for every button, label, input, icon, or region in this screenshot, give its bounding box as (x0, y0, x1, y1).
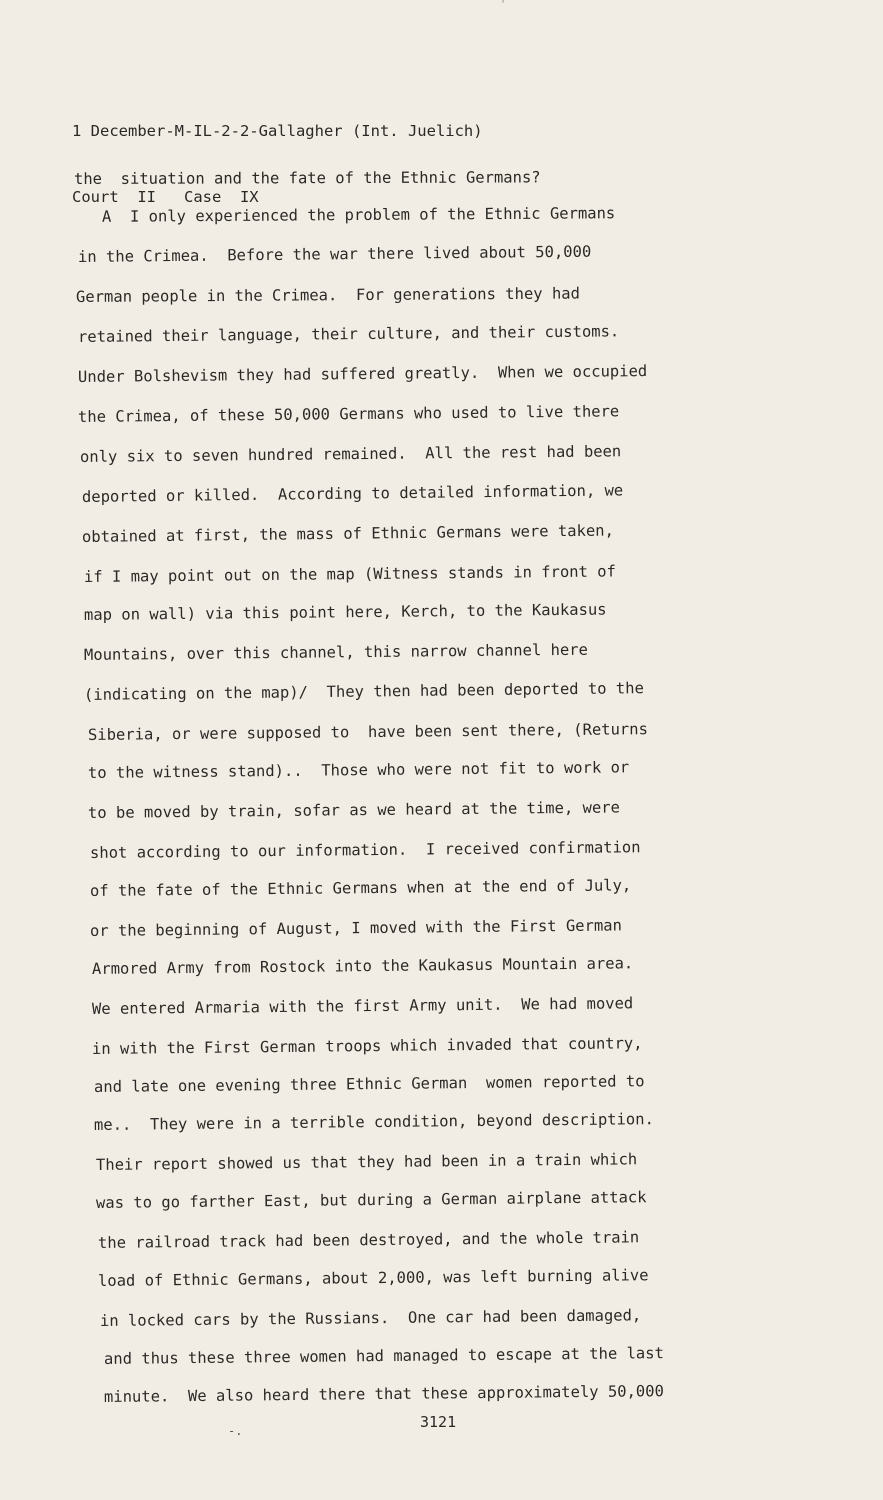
text-line: only six to seven hundred remained. All the rest had been (79, 442, 622, 466)
text-line: of the fate of the Ethnic Germans when at the end of July, (89, 876, 632, 900)
text-line: (indicating on the map)/ They then had been deported to the (83, 679, 644, 704)
text-line: Armored Army from Rostock into the Kaukasus Mountain area. (91, 954, 634, 978)
header-line-1: 1 December-M-IL-2-2-Gallagher (Int. Juelich) (72, 122, 483, 140)
text-line: A I only experienced the problem of the Ethnic Germans (73, 204, 616, 226)
text-line: the railroad track had been destroyed, and the whole train (97, 1228, 640, 1252)
text-line: shot according to our information. I received confirmation (89, 838, 641, 862)
text-line: if I may point out on the map (Witness stands in front of (83, 562, 616, 586)
text-line: retained their language, their culture, and their customs. (77, 322, 620, 346)
text-line: Mountains, over this channel, this narrow channel here (83, 640, 588, 664)
text-line: the situation and the fate of the Ethnic Germans? (73, 168, 541, 188)
text-line: obtained at first, the mass of Ethnic Germans were taken, (81, 521, 614, 546)
text-line: and late one evening three Ethnic German women reported to (93, 1072, 645, 1096)
stray-ink-mark: -. (228, 1424, 243, 1438)
text-line: was to go farther East, but during a German airplane attack (95, 1188, 647, 1212)
paper-edge-mark: ' (500, 0, 507, 10)
text-line: in the Crimea. Before the war there lived about 50,000 (77, 242, 592, 266)
text-line: Their report showed us that they had been in a train which (95, 1150, 638, 1174)
text-line: in locked cars by the Russians. One car had been damaged, (99, 1306, 642, 1330)
page-number: 3121 (420, 1413, 457, 1431)
header-line-2: Court II Case IX (72, 188, 259, 206)
text-line: minute. We also heard there that these approximately 50,000 (103, 1382, 664, 1406)
text-line: Under Bolshevism they had suffered greatly. When we occupied (77, 362, 648, 386)
text-line: to be moved by train, sofar as we heard at the time, were (87, 798, 620, 822)
text-line: the Crimea, of these 50,000 Germans who used to live there (77, 402, 620, 426)
text-line: me.. They were in a terrible condition, beyond description. (93, 1110, 654, 1134)
text-line: map on wall) via this point here, Kerch, to the Kaukasus (83, 600, 607, 624)
text-line: and thus these three women had managed to escape at the last (103, 1344, 664, 1368)
text-line: German people in the Crimea. For generations they had (75, 284, 580, 306)
text-line: load of Ethnic Germans, about 2,000, was left burning alive (97, 1266, 649, 1290)
text-line: We entered Armaria with the first Army unit. We had moved (91, 994, 634, 1018)
text-line: deported or killed. According to detailed information, we (81, 481, 624, 506)
text-line: or the beginning of August, I moved with the First German (89, 916, 622, 940)
text-line: to the witness stand).. Those who were not fit to work or (87, 758, 630, 782)
text-line: in with the First German troops which invaded that country, (91, 1034, 643, 1058)
text-line: Siberia, or were supposed to have been sent there, (Returns (87, 720, 648, 744)
